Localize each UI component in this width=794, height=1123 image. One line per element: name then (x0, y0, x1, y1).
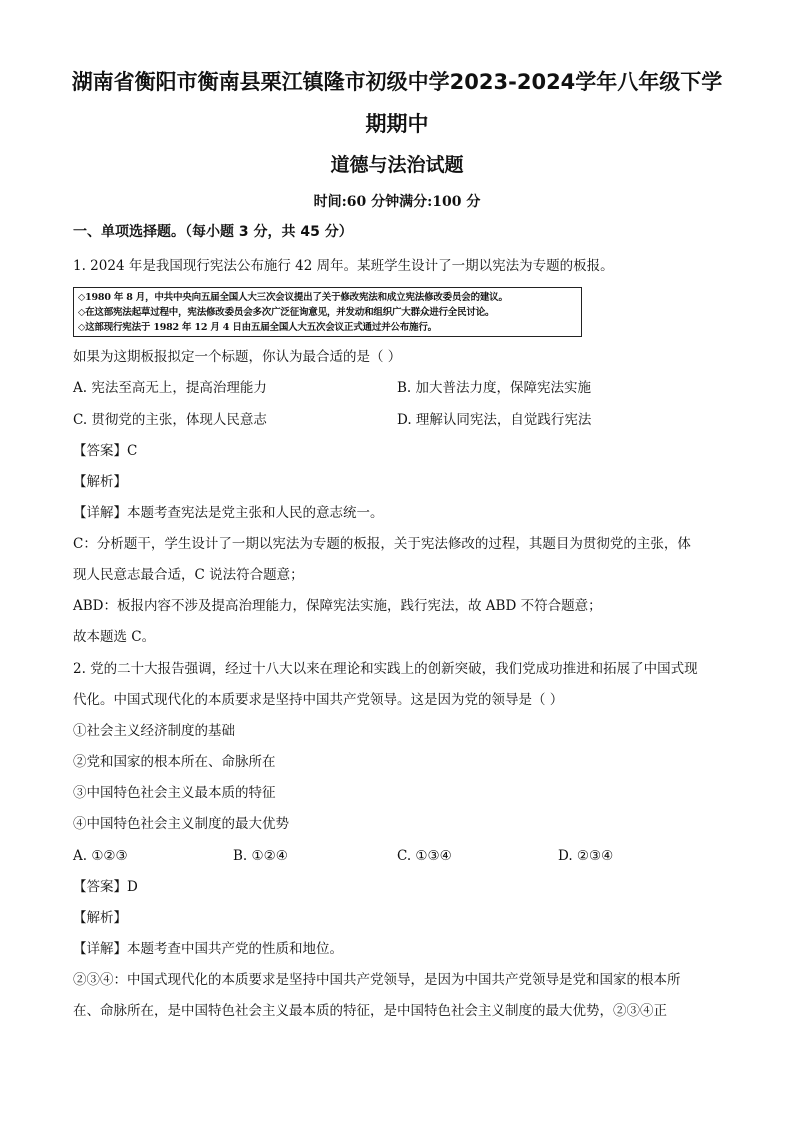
q2-answer-row (73, 877, 138, 897)
q1-answer-label: 【答案】 (73, 443, 127, 459)
q1-detail-label: 【详解】 (73, 505, 127, 521)
q1-option-c: C. 贯彻党的主张，体现人民意志 (73, 412, 267, 428)
q2-detail-row (73, 939, 343, 959)
q1-answer-row (73, 441, 137, 461)
q2-item-4: ④中国特色社会主义制度的最大优势 (73, 816, 289, 832)
q1-stem: 1. 2024 年是我国现行宪法公布施行 42 周年。某班学生设计了一期以宪法为专题的板报。 (73, 258, 614, 274)
q1-blackboard-excerpt (73, 287, 582, 337)
q1-prompt: 如果为这期板报拟定一个标题，你认为最合适的是（ ） (73, 349, 402, 365)
exam-subject: 道德与法治试题 (330, 154, 464, 176)
q2-answer-value: D (127, 879, 138, 895)
q2-option-c: C. ①③④ (397, 848, 452, 864)
q2-answer-label: 【答案】 (73, 879, 127, 895)
board-line-1: ◇1980 年 8 月，中共中央向五届全国人大三次会议提出了关于修改宪法和成立宪法修改委员会的建议。 (78, 292, 508, 303)
q2-detail-text: 本题考查中国共产党的性质和地位。 (127, 941, 343, 957)
q1-explain-line1: C：分析题干，学生设计了一期以宪法为专题的板报，关于宪法修改的过程，其题目为贯彻党的主张，体 (73, 536, 691, 552)
board-line-2: ◇在这部宪法起草过程中，宪法修改委员会多次广泛征询意见，并发动和组织广大群众进行全民讨论。 (78, 307, 495, 318)
q1-option-a: A. 宪法至高无上，提高治理能力 (73, 380, 267, 396)
exam-time-info: 时间:60 分钟满分:100 分 (313, 194, 481, 210)
q1-detail-text: 本题考查宪法是党主张和人民的意志统一。 (127, 505, 384, 521)
q2-detail-label: 【详解】 (73, 941, 127, 957)
q1-explain-line2: 现人民意志最合适，C 说法符合题意； (73, 567, 304, 583)
q2-item-1: ①社会主义经济制度的基础 (73, 723, 235, 739)
q2-stem-line2: 代化。中国式现代化的本质要求是坚持中国共产党领导。这是因为党的领导是（ ） (73, 692, 564, 708)
q1-answer-value: C (127, 443, 138, 459)
exam-title-line1: 湖南省衡阳市衡南县栗江镇隆市初级中学2023-2024学年八年级下学 (71, 70, 723, 94)
section-heading: 一、单项选择题。（每小题 3 分，共 45 分） (73, 224, 353, 240)
q2-item-2: ②党和国家的根本所在、命脉所在 (73, 754, 276, 770)
q1-conclusion: 故本题选 C。 (73, 629, 156, 645)
q2-option-b: B. ①②④ (233, 848, 288, 864)
q2-analysis-label: 【解析】 (73, 910, 127, 926)
q2-explain-line1: ②③④：中国式现代化的本质要求是坚持中国共产党领导，是因为中国共产党领导是党和国家的根本所 (73, 972, 681, 988)
q1-analysis-label: 【解析】 (73, 474, 127, 490)
q2-explain-line2: 在、命脉所在，是中国特色社会主义最本质的特征，是中国特色社会主义制度的最大优势，②③④正 (73, 1003, 667, 1019)
q1-option-b: B. 加大普法力度，保障宪法实施 (397, 380, 592, 396)
q2-option-d: D. ②③④ (558, 848, 614, 864)
q1-detail-row (73, 503, 384, 523)
board-line-3: ◇这部现行宪法于 1982 年 12 月 4 日由五届全国人大五次会议正式通过并公布施行。 (78, 322, 437, 333)
q2-option-a: A. ①②③ (73, 848, 128, 864)
q1-option-d: D. 理解认同宪法，自觉践行宪法 (397, 412, 592, 428)
exam-title-line2: 期期中 (365, 112, 429, 136)
q2-stem-line1: 2. 党的二十大报告强调，经过十八大以来在理论和实践上的创新突破，我们党成功推进和拓展了中国式现 (73, 661, 698, 677)
q1-explain-line3: ABD：板报内容不涉及提高治理能力，保障宪法实施，践行宪法，故 ABD 不符合题意； (73, 598, 602, 614)
q2-item-3: ③中国特色社会主义最本质的特征 (73, 785, 276, 801)
